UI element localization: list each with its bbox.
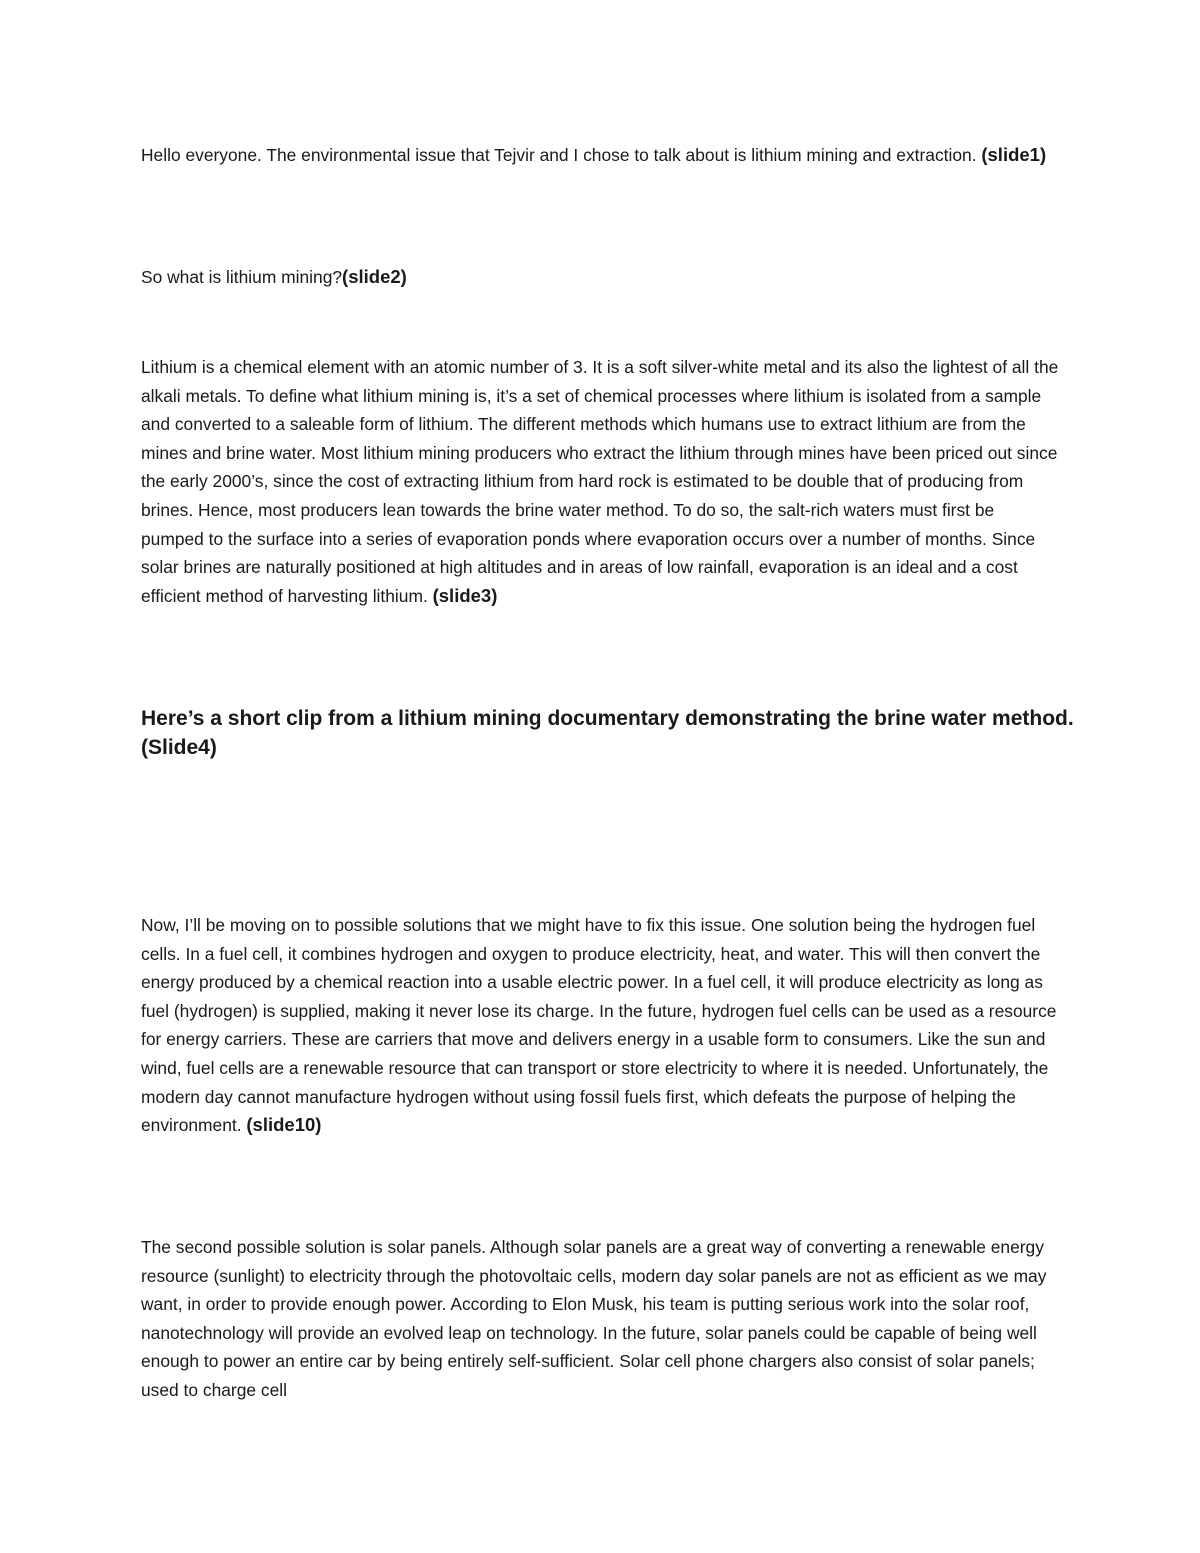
slide-marker: (slide2) xyxy=(342,266,407,287)
slide-marker: (slide1) xyxy=(981,144,1047,165)
question-text: So what is lithium mining? xyxy=(141,267,343,287)
solar-solution-paragraph xyxy=(141,1233,1061,1405)
slide-marker: (Slide4) xyxy=(141,736,217,759)
definition-paragraph xyxy=(141,353,1061,610)
slide-marker: (slide10) xyxy=(246,1114,322,1136)
intro-text: Hello everyone. The environmental issue that Tejvir and I chose to talk about is lithium mining and extraction. xyxy=(141,145,982,165)
intro-paragraph xyxy=(141,141,1061,170)
question-paragraph xyxy=(141,263,1061,292)
clip-heading-text: Here’s a short clip from a lithium mining documentary demonstrating the brine water method. xyxy=(141,707,1074,730)
hydrogen-solution-text: Now, I’ll be moving on to possible solutions that we might have to fix this issue. One solution being the hydrogen fuel cells. In a fuel cell, it combines hydrogen and oxygen to produce electricity, heat, and water. This will then convert the energy produced by a chemical reaction into a usable electric power. In a fuel cell, it will produce electricity as long as fuel (hydrogen) is supplied, making it never lose its charge. In the future, hydrogen fuel cells can be used as a resource for energy carriers. These are carriers that move and delivers energy in a usable form to consumers. Like the sun and wind, fuel cells are a renewable resource that can transport or store electricity to where it is needed. Unfortunately, the modern day cannot manufacture hydrogen without using fossil fuels first, which defeats the purpose of helping the environment. xyxy=(141,915,1057,1136)
definition-text: Lithium is a chemical element with an atomic number of 3. It is a soft silver-white metal and its also the lightest of all the alkali metals. To define what lithium mining is, it’s a set of chemical processes where lithium is isolated from a sample and converted to a saleable form of lithium. The different methods which humans use to extract lithium are from the mines and brine water. Most lithium mining producers who extract the lithium through mines have been priced out since the early 2000’s, since the cost of extracting lithium from hard rock is estimated to be double that of producing from brines. Hence, most producers lean towards the brine water method. To do so, the salt-rich waters must first be pumped to the surface into a series of evaporation ponds where evaporation occurs over a number of months. Since solar brines are naturally positioned at high altitudes and in areas of low rainfall, evaporation is an ideal and a cost efficient method of harvesting lithium. xyxy=(141,357,1059,606)
solar-solution-text: The second possible solution is solar panels. Although solar panels are a great way of converting a renewable energy resource (sunlight) to electricity through the photovoltaic cells, modern day solar panels are not as efficient as we may want, in order to provide enough power. According to Elon Musk, his team is putting serious work into the solar roof, nanotechnology will provide an evolved leap on technology. In the future, solar panels could be capable of being well enough to power an entire car by being entirely self-sufficient. Solar cell phone chargers also consist of solar panels; used to charge cell xyxy=(141,1237,1047,1400)
hydrogen-solution-paragraph xyxy=(141,911,1061,1140)
slide-marker: (slide3) xyxy=(432,584,498,606)
clip-heading-paragraph xyxy=(141,704,1101,762)
